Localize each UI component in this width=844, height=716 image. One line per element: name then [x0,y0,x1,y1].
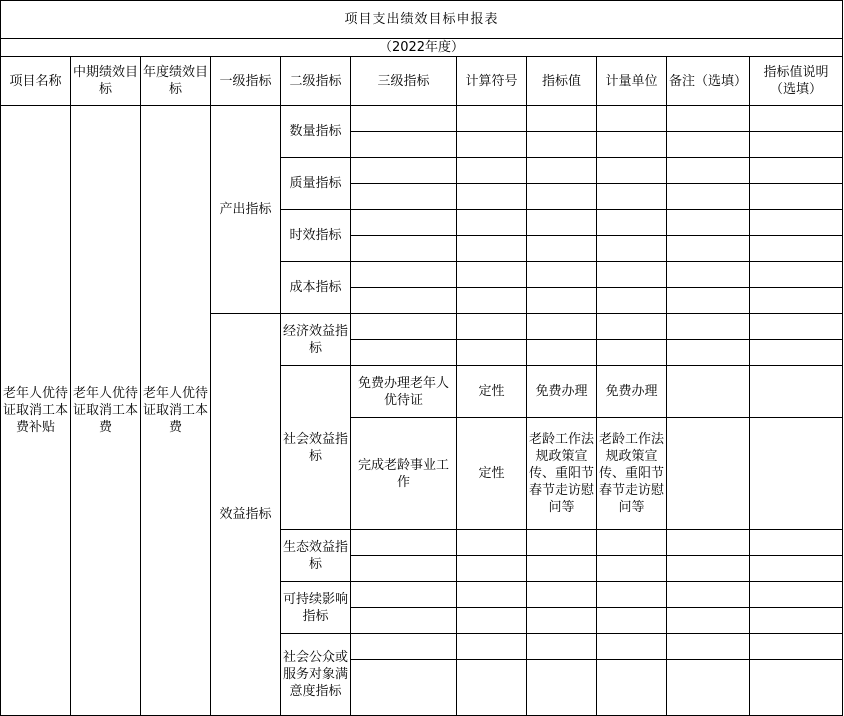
level2-quantity-cell: 数量指标 [281,106,351,158]
blank-cell [750,132,843,158]
blank-cell [527,236,597,262]
level2-quality-cell: 质量指标 [281,158,351,210]
blank-cell [750,106,843,132]
blank-cell [527,556,597,582]
blank-cell [597,660,667,716]
blank-cell [597,608,667,634]
header-unit: 计量单位 [597,57,667,106]
blank-cell [667,556,750,582]
blank-cell [351,132,457,158]
level1-benefit-cell: 效益指标 [211,314,281,716]
project-name-cell: 老年人优待证取消工本费补贴 [1,106,71,716]
blank-cell [597,634,667,660]
blank-cell [351,582,457,608]
blank-cell [527,210,597,236]
blank-cell [351,608,457,634]
blank-cell [667,132,750,158]
blank-cell [457,132,527,158]
blank-cell [457,210,527,236]
blank-cell [457,236,527,262]
blank-cell [750,184,843,210]
header-value-desc: 指标值说明（选填） [750,57,843,106]
blank-cell [667,340,750,366]
social-row2-unit: 老龄工作法规政策宣传、重阳节春节走访慰问等 [597,418,667,530]
blank-cell [351,210,457,236]
blank-cell [597,288,667,314]
blank-cell [597,184,667,210]
blank-cell [527,608,597,634]
blank-cell [667,530,750,556]
blank-cell [750,634,843,660]
blank-cell [750,340,843,366]
header-remark: 备注（选填） [667,57,750,106]
header-level3: 三级指标 [351,57,457,106]
level1-output-cell: 产出指标 [211,106,281,314]
blank-cell [750,210,843,236]
blank-cell [457,314,527,340]
blank-cell [351,262,457,288]
blank-cell [457,556,527,582]
header-level1: 一级指标 [211,57,281,106]
blank-cell [457,184,527,210]
blank-cell [527,262,597,288]
blank-cell [527,634,597,660]
blank-cell [457,340,527,366]
blank-cell [351,288,457,314]
blank-cell [351,556,457,582]
blank-cell [597,582,667,608]
blank-cell [457,288,527,314]
mid-term-goal-cell: 老年人优待证取消工本费 [71,106,141,716]
blank-cell [750,288,843,314]
blank-cell [457,660,527,716]
blank-cell [597,236,667,262]
blank-cell [351,340,457,366]
annual-goal-cell: 老年人优待证取消工本费 [141,106,211,716]
blank-cell [351,660,457,716]
blank-cell [667,262,750,288]
blank-cell [667,366,750,418]
blank-cell [667,314,750,340]
blank-cell [527,288,597,314]
blank-cell [750,582,843,608]
blank-cell [750,236,843,262]
social-row1-value: 免费办理 [527,366,597,418]
blank-cell [667,418,750,530]
blank-cell [667,236,750,262]
blank-cell [351,158,457,184]
blank-cell [527,530,597,556]
blank-cell [667,582,750,608]
year-note: （2022年度） [1,39,843,57]
blank-cell [527,106,597,132]
blank-cell [750,418,843,530]
blank-cell [597,106,667,132]
form-title: 项目支出绩效目标申报表 [1,1,843,39]
blank-cell [667,634,750,660]
level2-cost-cell: 成本指标 [281,262,351,314]
blank-cell [351,530,457,556]
level2-social-cell: 社会效益指标 [281,366,351,530]
social-row1-operator: 定性 [457,366,527,418]
blank-cell [351,634,457,660]
blank-cell [457,530,527,556]
blank-cell [457,158,527,184]
blank-cell [597,340,667,366]
level2-economic-cell: 经济效益指标 [281,314,351,366]
blank-cell [527,314,597,340]
level2-timeliness-cell: 时效指标 [281,210,351,262]
blank-cell [597,314,667,340]
blank-cell [750,556,843,582]
level2-satisfaction-cell: 社会公众或服务对象满意度指标 [281,634,351,716]
blank-cell [597,158,667,184]
blank-cell [527,340,597,366]
level2-sustainable-cell: 可持续影响指标 [281,582,351,634]
social-row2-level3: 完成老龄事业工作 [351,418,457,530]
blank-cell [667,660,750,716]
blank-cell [351,106,457,132]
blank-cell [351,184,457,210]
header-operator: 计算符号 [457,57,527,106]
blank-cell [750,262,843,288]
blank-cell [597,556,667,582]
blank-cell [457,608,527,634]
blank-cell [667,184,750,210]
level2-ecological-cell: 生态效益指标 [281,530,351,582]
blank-cell [527,158,597,184]
blank-cell [527,582,597,608]
blank-cell [750,158,843,184]
blank-cell [457,582,527,608]
header-value: 指标值 [527,57,597,106]
social-row1-unit: 免费办理 [597,366,667,418]
blank-cell [667,608,750,634]
blank-cell [667,158,750,184]
blank-cell [750,608,843,634]
blank-cell [457,262,527,288]
blank-cell [457,634,527,660]
blank-cell [527,660,597,716]
header-project-name: 项目名称 [1,57,71,106]
blank-cell [750,314,843,340]
blank-cell [597,132,667,158]
blank-cell [597,262,667,288]
blank-cell [597,210,667,236]
header-level2: 二级指标 [281,57,351,106]
blank-cell [750,366,843,418]
header-annual-goal: 年度绩效目标 [141,57,211,106]
blank-cell [667,106,750,132]
blank-cell [597,530,667,556]
social-row2-value: 老龄工作法规政策宣传、重阳节春节走访慰问等 [527,418,597,530]
social-row2-operator: 定性 [457,418,527,530]
blank-cell [527,132,597,158]
blank-cell [750,660,843,716]
blank-cell [750,530,843,556]
blank-cell [667,288,750,314]
header-mid-term-goal: 中期绩效目标 [71,57,141,106]
blank-cell [457,106,527,132]
blank-cell [351,314,457,340]
blank-cell [351,236,457,262]
social-row1-level3: 免费办理老年人优待证 [351,366,457,418]
blank-cell [667,210,750,236]
blank-cell [527,184,597,210]
